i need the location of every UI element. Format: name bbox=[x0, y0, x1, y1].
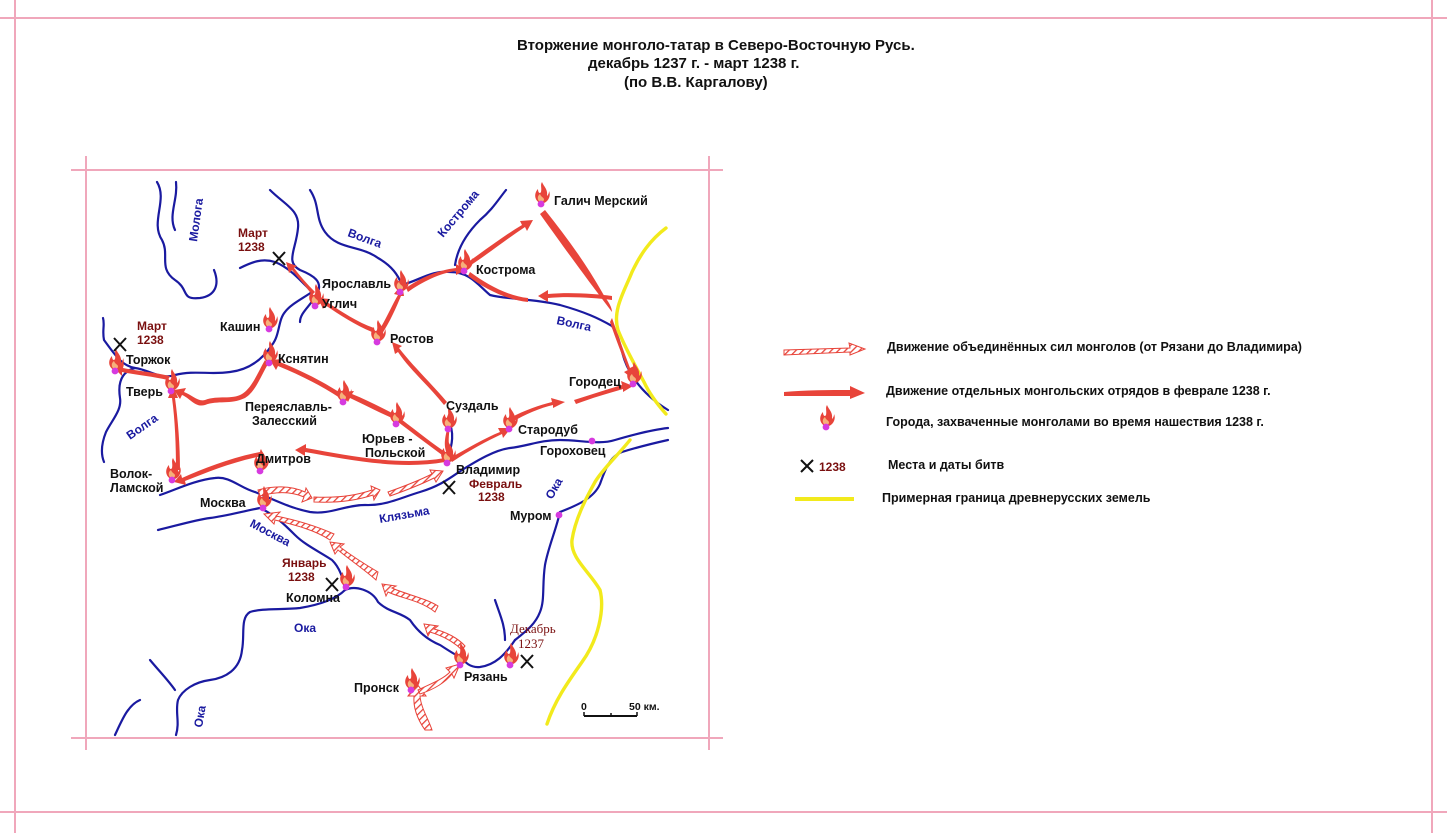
city-label-volok-1: Волок- bbox=[110, 467, 153, 481]
city-label-rostov: Ростов bbox=[390, 332, 434, 346]
legend-united: Движение объединённых сил монголов (от Рязани до Владимира) bbox=[887, 340, 1302, 354]
city-label-ksnyatin: Кснятин bbox=[278, 352, 329, 366]
map-title-line2: декабрь 1237 г. - март 1238 г. bbox=[588, 55, 800, 72]
date-label-mart-2a: Март bbox=[137, 319, 167, 333]
city-label-murom: Муром bbox=[510, 509, 552, 523]
city-label-yuryev-1: Юрьев - bbox=[362, 432, 413, 446]
river-label-mologa: Молога bbox=[186, 197, 207, 243]
city-label-torzhok: Торжок bbox=[126, 353, 171, 367]
date-label-mart-1a: Март bbox=[238, 226, 268, 240]
legend-united-arrow-icon bbox=[784, 343, 865, 355]
legend-border: Примерная граница древнерусских земель bbox=[882, 491, 1151, 505]
city-label-dmitrov: Дмитров bbox=[256, 452, 311, 466]
scale-label-fifty: 50 км. bbox=[629, 701, 660, 713]
river-label-volga-east: Волга bbox=[555, 313, 593, 335]
map-title-line3: (по В.В. Каргалову) bbox=[624, 74, 768, 91]
city-label-kashin: Кашин bbox=[220, 320, 261, 334]
legend-detachments: Движение отдельных монгольских отрядов в феврале 1238 г. bbox=[886, 384, 1271, 398]
river-label-oka-south: Ока bbox=[294, 621, 317, 635]
city-label-tver: Тверь bbox=[126, 385, 163, 399]
city-label-starodub: Стародуб bbox=[518, 423, 578, 437]
city-label-pereyaslavl-2: Залесский bbox=[252, 414, 317, 428]
date-label-fevral-a: Февраль bbox=[469, 477, 523, 491]
city-label-yaroslavl: Ярославль bbox=[322, 277, 392, 291]
date-label-mart-2b: 1238 bbox=[137, 333, 164, 347]
city-label-gorodets: Городец bbox=[569, 375, 621, 389]
date-label-fevral-b: 1238 bbox=[478, 490, 505, 504]
city-label-pereyaslavl-1: Переяславль- bbox=[245, 400, 332, 414]
river-label-volga-west: Волга bbox=[123, 410, 161, 443]
river-label-klyazma: Клязьма bbox=[378, 503, 431, 526]
city-label-kostroma: Кострома bbox=[476, 263, 536, 277]
river-label-volga-top: Волга bbox=[345, 225, 384, 251]
river-label-moskva: Москва bbox=[247, 516, 293, 550]
legend-detachment-arrow-icon bbox=[784, 386, 865, 399]
date-label-yanvar-b: 1238 bbox=[288, 570, 315, 584]
river-label-oka-east: Ока bbox=[542, 475, 566, 502]
city-label-yuryev-2: Польской bbox=[365, 446, 426, 460]
scale-bar bbox=[581, 701, 660, 716]
map-title-line1: Вторжение монголо-татар в Северо-Восточную Русь. bbox=[517, 37, 915, 54]
city-label-kolomna: Коломна bbox=[286, 591, 340, 605]
date-label-dekabr-a: Декабрь bbox=[510, 621, 556, 636]
date-label-mart-1b: 1238 bbox=[238, 240, 265, 254]
city-label-uglich: Углич bbox=[322, 297, 358, 311]
city-label-galich: Галич Мерский bbox=[554, 194, 648, 208]
city-label-suzdal: Суздаль bbox=[446, 399, 499, 413]
river-label-oka-sw: Ока bbox=[191, 704, 209, 729]
legend-battles: Места и даты битв bbox=[888, 458, 1005, 472]
city-label-pronsk: Пронск bbox=[354, 681, 400, 695]
legend-battle-year: 1238 bbox=[819, 460, 846, 474]
scale-label-zero: 0 bbox=[581, 701, 587, 713]
city-label-gorokhovets: Гороховец bbox=[540, 444, 606, 458]
river-label-kostroma: Кострома bbox=[434, 187, 482, 240]
date-label-yanvar-a: Январь bbox=[282, 556, 327, 570]
city-label-vladimir: Владимир bbox=[456, 463, 521, 477]
city-label-volok-2: Ламской bbox=[110, 481, 164, 495]
date-label-dekabr-b: 1237 bbox=[518, 636, 544, 651]
city-label-moskva: Москва bbox=[200, 496, 246, 510]
legend-captured: Города, захваченные монголами во время нашествия 1238 г. bbox=[886, 415, 1264, 429]
city-label-ryazan: Рязань bbox=[464, 670, 508, 684]
legend-captured-city-icon bbox=[820, 405, 835, 430]
legend-symbols bbox=[784, 343, 865, 499]
